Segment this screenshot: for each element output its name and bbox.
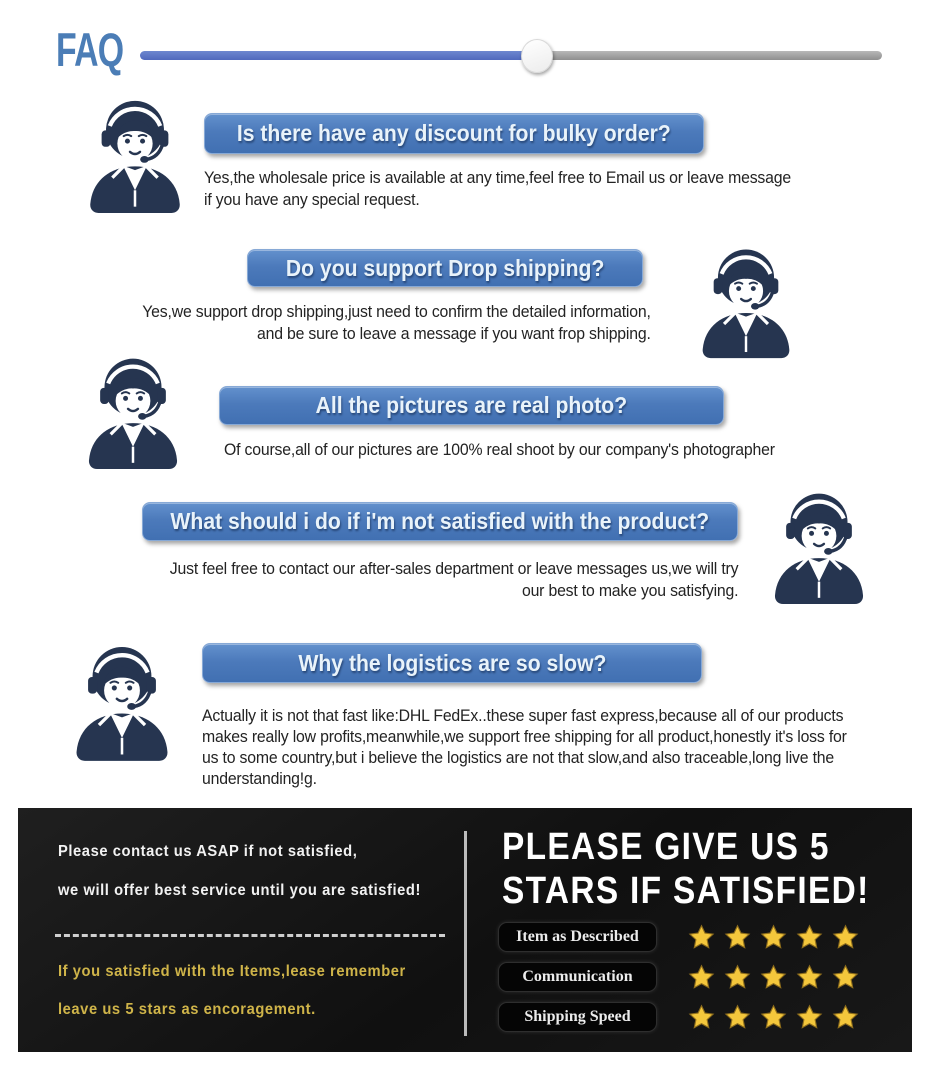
customer-service-agent-icon xyxy=(70,92,200,218)
slider-track-filled xyxy=(140,51,533,60)
slider-track-empty xyxy=(533,51,882,60)
customer-service-avatar xyxy=(58,638,186,766)
customer-service-agent-icon xyxy=(58,638,186,766)
rating-label-pill: Item as Described xyxy=(498,922,657,952)
dashed-separator xyxy=(55,934,445,937)
answer-line: our best to make you satisfying. xyxy=(521,580,738,600)
page-title: FAQ xyxy=(56,23,124,76)
question-banner[interactable] xyxy=(247,249,643,287)
rating-stars xyxy=(688,924,859,951)
rating-stars xyxy=(688,1004,859,1031)
rating-label-pill: Shipping Speed xyxy=(498,1002,657,1032)
star-icon xyxy=(832,964,859,991)
answer-text xyxy=(204,167,791,210)
answer-line: Of course,all of our pictures are 100% real shoot by our company's photographer xyxy=(224,440,775,459)
customer-service-avatar xyxy=(70,350,196,474)
stars-request-line: If you satisfied with the Items,lease remember xyxy=(58,963,406,980)
star-icon xyxy=(724,964,751,991)
panel-divider xyxy=(464,831,467,1036)
question-banner[interactable] xyxy=(142,502,738,541)
question-text: Is there have any discount for bulky order? xyxy=(237,120,671,146)
question-banner[interactable] xyxy=(204,113,704,154)
answer-line: Actually it is not that fast like:DHL FedEx..these super fast express,because all of our products xyxy=(202,706,844,725)
star-icon xyxy=(688,924,715,951)
slider-handle[interactable] xyxy=(521,39,553,73)
contact-message-line: we will offer best service until you are satisfied! xyxy=(58,882,421,899)
star-icon xyxy=(760,1004,787,1031)
star-icon xyxy=(688,1004,715,1031)
rating-row xyxy=(498,962,859,992)
star-icon xyxy=(760,964,787,991)
question-text: What should i do if i'm not satisfied with the product? xyxy=(170,508,710,534)
rating-label-pill: Communication xyxy=(498,962,657,992)
answer-line: makes really low profits,meanwhile,we support free shipping for all product,honestly it's loss for xyxy=(202,727,847,746)
customer-service-avatar xyxy=(757,485,881,609)
contact-message-line: Please contact us ASAP if not satisfied, xyxy=(58,843,358,860)
question-text: Do you support Drop shipping? xyxy=(285,254,605,281)
answer-text xyxy=(143,301,651,344)
customer-service-agent-icon xyxy=(757,485,881,609)
star-icon xyxy=(724,924,751,951)
rating-stars xyxy=(688,964,859,991)
answer-line: and be sure to leave a message if you want frop shipping. xyxy=(257,323,651,343)
customer-service-agent-icon xyxy=(684,241,808,363)
answer-line: Yes,the wholesale price is available at any time,feel free to Email us or leave message xyxy=(204,168,791,187)
customer-service-avatar xyxy=(684,241,808,363)
customer-service-agent-icon xyxy=(70,350,196,474)
question-banner[interactable] xyxy=(219,386,724,425)
star-icon xyxy=(796,924,823,951)
question-banner[interactable] xyxy=(202,643,702,683)
answer-line: if you have any special request. xyxy=(204,189,420,209)
answer-line: us to some country,but i believe the logistics are not that slow,and also traceable,long live the xyxy=(202,748,835,767)
ratings-title-line: PLEASE GIVE US 5 xyxy=(502,826,830,868)
rating-row xyxy=(498,1002,859,1032)
star-icon xyxy=(760,924,787,951)
answer-line: Yes,we support drop shipping,just need to confirm the detailed information, xyxy=(142,302,651,321)
answer-text xyxy=(224,439,775,461)
star-icon xyxy=(724,1004,751,1031)
star-icon xyxy=(832,924,859,951)
question-text: Why the logistics are so slow? xyxy=(297,649,607,676)
star-icon xyxy=(688,964,715,991)
star-icon xyxy=(796,1004,823,1031)
star-icon xyxy=(796,964,823,991)
answer-line: Just feel free to contact our after-sales department or leave messages us,we will try xyxy=(169,559,738,578)
star-icon xyxy=(832,1004,859,1031)
customer-service-avatar xyxy=(70,92,200,218)
answer-line: understanding!g. xyxy=(202,769,317,788)
stars-request-line: leave us 5 stars as encoragement. xyxy=(58,1001,316,1018)
answer-text xyxy=(169,558,738,601)
answer-text xyxy=(202,705,847,789)
question-text: All the pictures are real photo? xyxy=(315,392,628,418)
rating-row xyxy=(498,922,859,952)
ratings-title-line: STARS IF SATISFIED! xyxy=(502,870,870,912)
